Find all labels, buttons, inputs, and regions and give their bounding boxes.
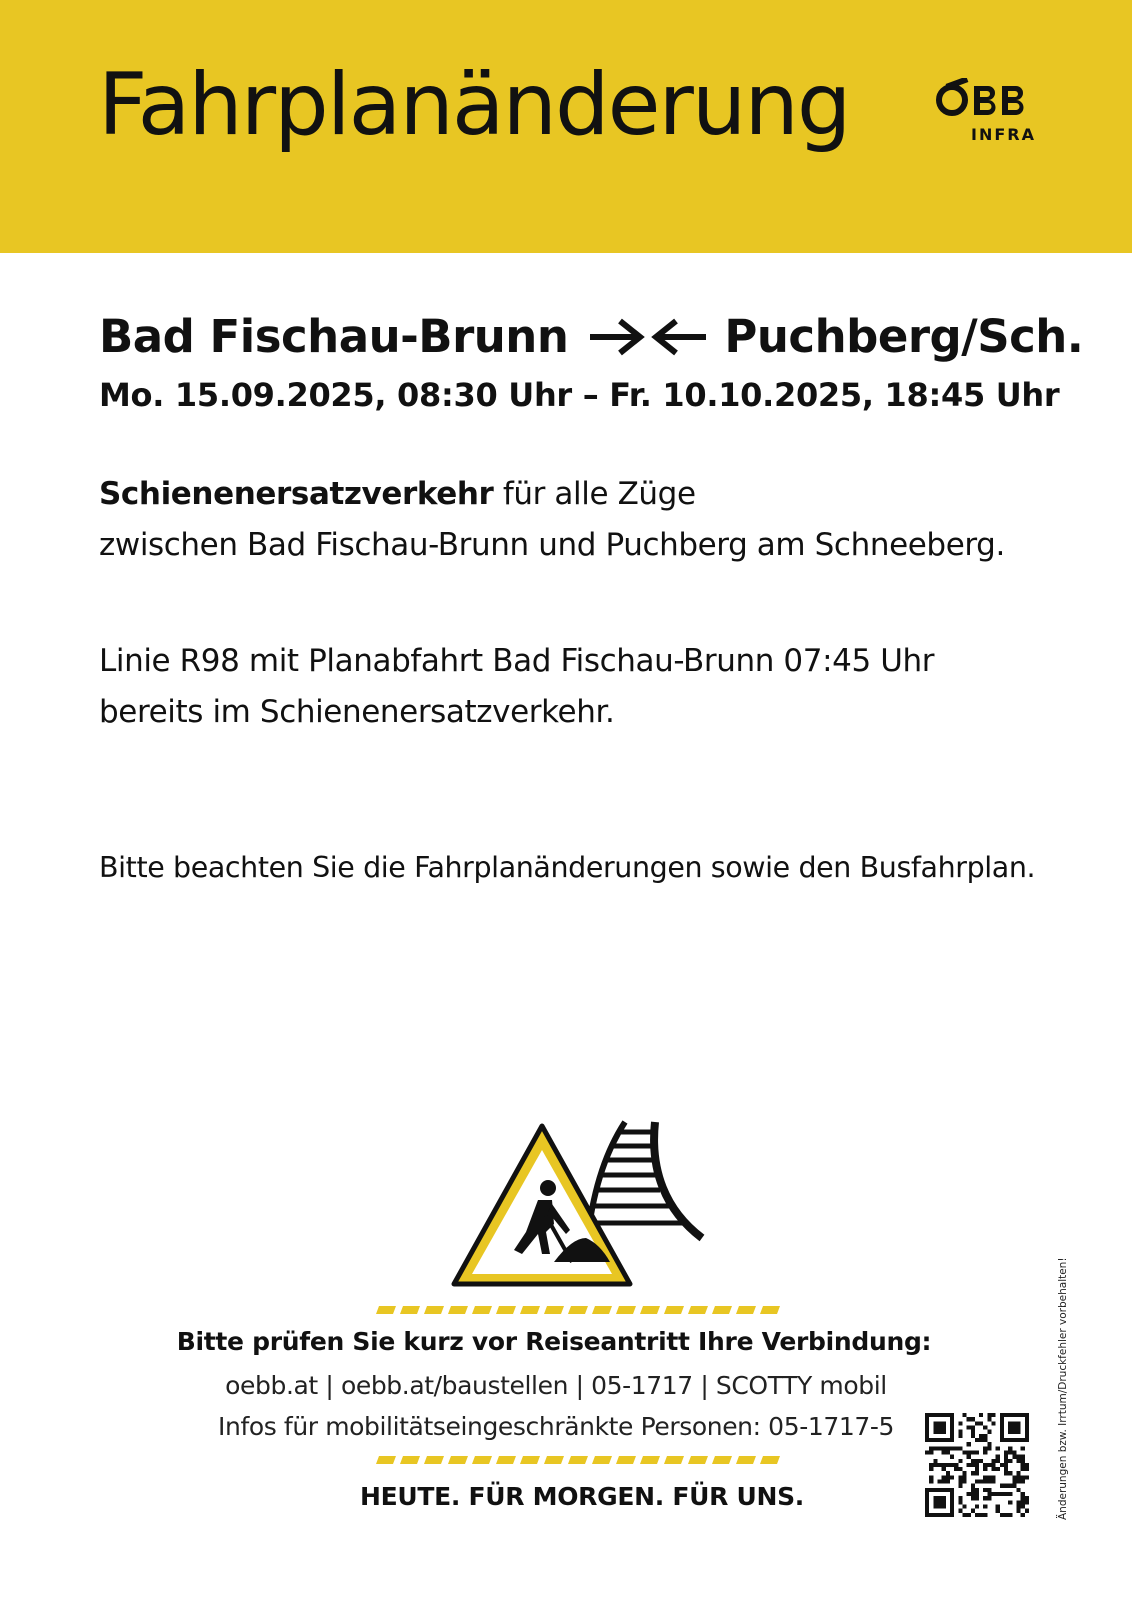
notice-line-r98 <box>99 636 934 738</box>
yellow-stripe-divider <box>376 1306 786 1314</box>
contact-info <box>0 1371 1132 1400</box>
notice-r98-line2: bereits im Schienenersatzverkehr. <box>99 694 615 730</box>
check-connection-text: Bitte prüfen Sie kurz vor Reiseantritt Ihre Verbindung: <box>176 1327 932 1356</box>
route-heading <box>99 310 1083 363</box>
notice-line2: zwischen Bad Fischau-Brunn und Puchberg am Schneeberg. <box>99 527 1005 563</box>
notice-timetable: Bitte beachten Sie die Fahrplanänderungen sowie den Busfahrplan. <box>99 851 1036 884</box>
bidirectional-arrows-icon <box>588 317 708 357</box>
header-banner <box>0 0 1132 253</box>
contact-info-text: oebb.at | oebb.at/baustellen | 05-1717 | SCOTTY mobil <box>225 1371 887 1400</box>
check-connection-title <box>0 1327 1132 1356</box>
page-title: Fahrplanänderung <box>98 55 850 155</box>
logo-sub-text: INFRA <box>971 125 1036 144</box>
mobility-info-text: Infos für mobilitätseingeschränkte Personen: 05-1717-5 <box>218 1412 894 1441</box>
qr-code-icon[interactable] <box>925 1413 1029 1517</box>
notice-replacement-service <box>99 469 1005 571</box>
slogan-text: HEUTE. FÜR MORGEN. FÜR UNS. <box>359 1482 805 1511</box>
route-to: Puchberg/Sch. <box>724 310 1084 363</box>
notice-bold-term: Schienenersatzverkehr <box>99 476 494 512</box>
notice-line1-rest: für alle Züge <box>493 476 696 512</box>
validity-period: Mo. 15.09.2025, 08:30 Uhr – Fr. 10.10.2025, 18:45 Uhr <box>99 376 1060 414</box>
construction-worker-rail-icon <box>450 1120 720 1292</box>
route-from: Bad Fischau-Brunn <box>99 310 569 363</box>
disclaimer: Änderungen bzw. Irrtum/Druckfehler vorbehalten! <box>1057 1257 1069 1520</box>
oebb-infra-logo <box>932 78 1042 148</box>
yellow-stripe-divider <box>376 1456 786 1464</box>
notice-r98-line1: Linie R98 mit Planabfahrt Bad Fischau-Brunn 07:45 Uhr <box>99 643 935 679</box>
